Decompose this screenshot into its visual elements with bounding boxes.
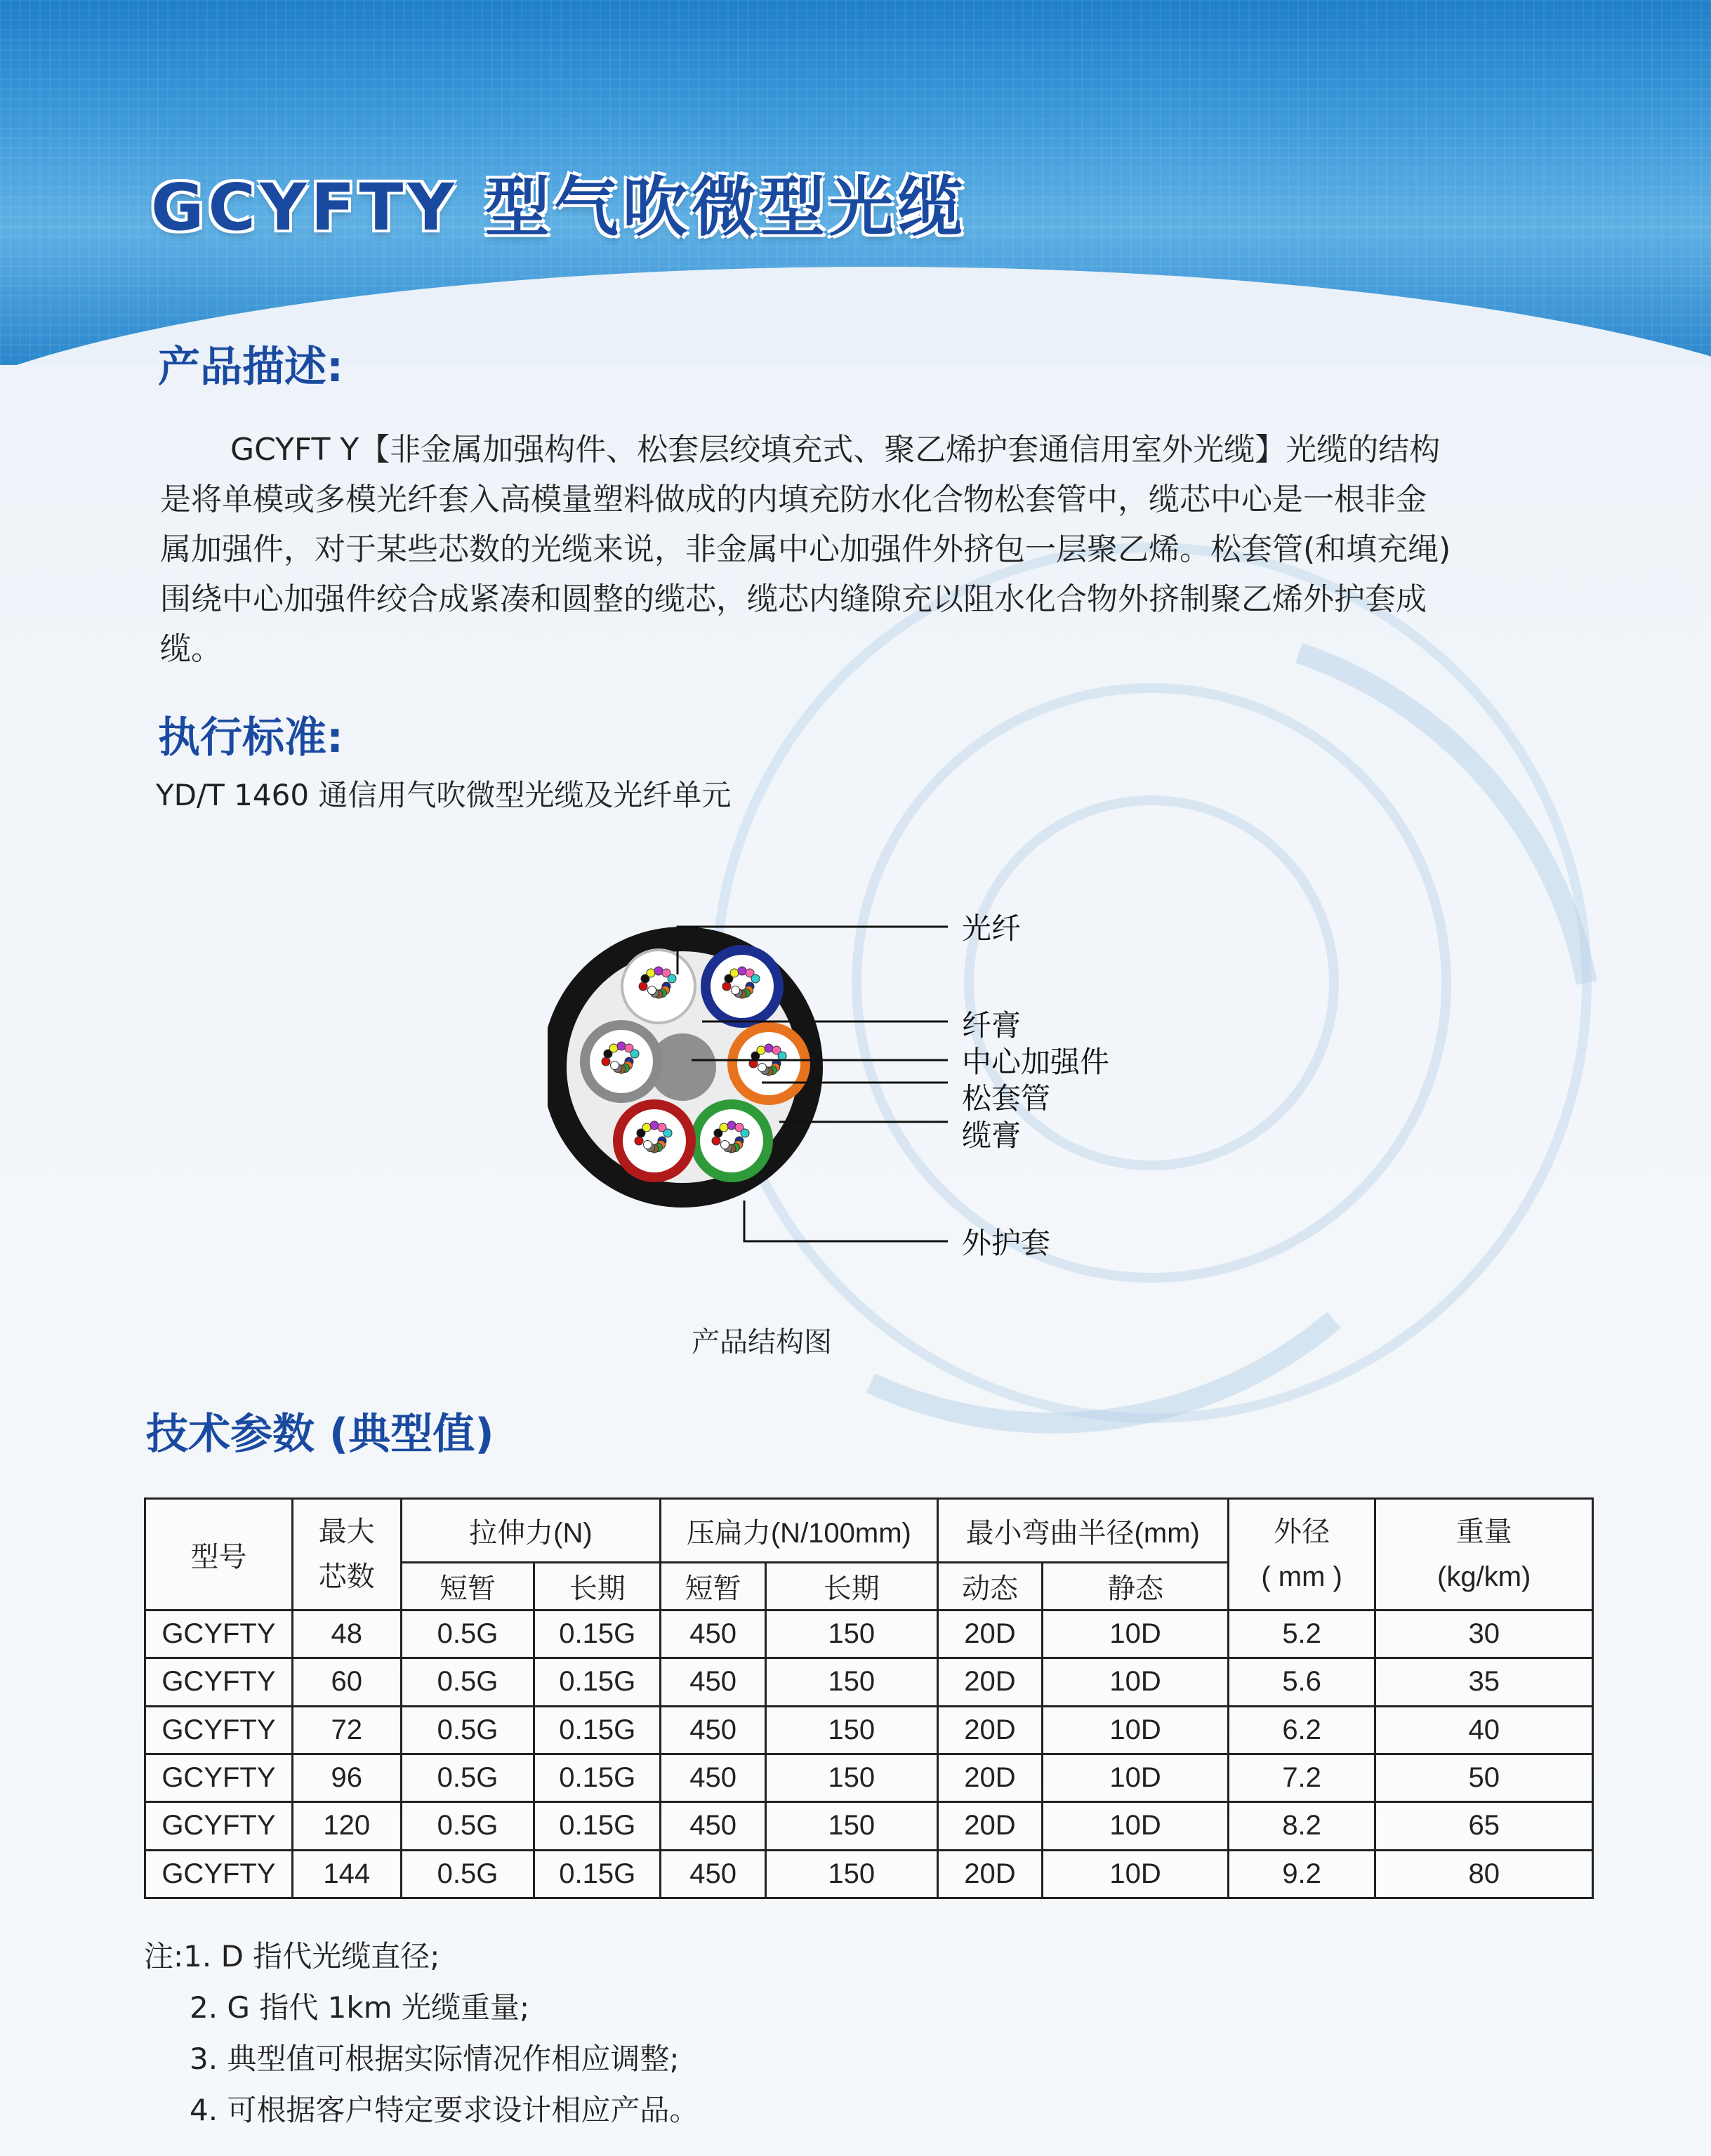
fiber <box>731 986 739 995</box>
loose-tube <box>706 950 779 1023</box>
fiber <box>757 1046 765 1054</box>
table-cell: 5.6 <box>1228 1658 1375 1706</box>
standard-heading: 执行标准: <box>158 713 343 762</box>
table-cell: 50 <box>1375 1754 1593 1801</box>
standard-text: YD/T 1460 通信用气吹微型光缆及光纤单元 <box>156 778 732 812</box>
loose-tube <box>618 1104 691 1177</box>
header-od-unit: ( mm ) <box>1261 1561 1342 1592</box>
table-cell: 65 <box>1375 1802 1593 1850</box>
table-cell: 35 <box>1375 1658 1593 1706</box>
header-weight-unit: (kg/km) <box>1437 1561 1531 1592</box>
loose-tube <box>622 950 695 1023</box>
note-item: 注:1. D 指代光缆直径; <box>144 1939 440 1973</box>
table-cell: GCYFTY <box>145 1754 293 1801</box>
fiber <box>630 1050 639 1058</box>
table-cell: 0.15G <box>534 1706 661 1754</box>
notes <box>144 1931 699 2136</box>
table-cell: 80 <box>1375 1850 1593 1898</box>
table-row <box>145 1754 1593 1801</box>
table-cell: 450 <box>661 1611 766 1658</box>
header-max-cores <box>292 1499 401 1611</box>
label-cable-gel: 缆膏 <box>962 1118 1022 1153</box>
table-cell: 48 <box>292 1611 401 1658</box>
fiber <box>720 1123 728 1132</box>
fiber <box>712 1137 720 1145</box>
table-cell: 10D <box>1043 1658 1228 1706</box>
cable-structure-diagram <box>548 899 1250 1292</box>
table-cell: 150 <box>765 1706 937 1754</box>
table-cell: 6.2 <box>1228 1706 1375 1754</box>
table-row <box>145 1850 1593 1898</box>
table-cell: 8.2 <box>1228 1802 1375 1850</box>
description-line: 围绕中心加强件绞合成紧凑和圆整的缆芯，缆芯内缝隙充以阻水化合物外挤制聚乙烯外护套成 <box>160 581 1427 617</box>
diagram-caption: 产品结构图 <box>692 1326 832 1358</box>
description-line: GCYFT Y【非金属加强构件、松套层绞填充式、聚乙烯护套通信用室外光缆】光缆的结构 <box>230 432 1441 468</box>
table-cell: 150 <box>765 1611 937 1658</box>
label-central-strength-member: 中心加强件 <box>962 1045 1110 1079</box>
fiber <box>647 986 656 995</box>
table-cell: 450 <box>661 1658 766 1706</box>
table-cell: 60 <box>292 1658 401 1706</box>
table-cell: 10D <box>1043 1611 1228 1658</box>
header-outer-diameter <box>1228 1499 1375 1611</box>
table-cell: 20D <box>937 1850 1043 1898</box>
table-row <box>145 1611 1593 1658</box>
table-cell: 120 <box>292 1802 401 1850</box>
fiber <box>765 1044 773 1052</box>
description-body <box>160 425 1592 674</box>
table-cell: 450 <box>661 1802 766 1850</box>
table-cell: 20D <box>937 1802 1043 1850</box>
header-crush-long: 长期 <box>765 1563 937 1611</box>
note-item: 2. G 指代 1km 光缆重量; <box>190 1990 530 2025</box>
table-cell: 0.15G <box>534 1754 661 1801</box>
fiber <box>722 982 731 991</box>
header-tensile-short: 短暂 <box>401 1563 534 1611</box>
table-cell: 0.15G <box>534 1850 661 1898</box>
description-heading: 产品描述: <box>158 343 343 392</box>
table-cell: 10D <box>1043 1850 1228 1898</box>
description-line: 缆。 <box>160 631 222 667</box>
table-cell: 10D <box>1043 1802 1228 1850</box>
fiber <box>720 1141 729 1149</box>
label-fiber: 光纤 <box>962 911 1022 946</box>
table-cell: 0.5G <box>401 1658 534 1706</box>
specs-heading: 技术参数 (典型值) <box>146 1410 494 1459</box>
table-cell: 0.5G <box>401 1611 534 1658</box>
table-cell: 20D <box>937 1611 1043 1658</box>
table-cell: 0.15G <box>534 1802 661 1850</box>
loose-tube <box>732 1027 805 1100</box>
fiber <box>617 1042 626 1050</box>
table-cell: 450 <box>661 1706 766 1754</box>
table-cell: 0.5G <box>401 1850 534 1898</box>
table-cell: 30 <box>1375 1611 1593 1658</box>
table-cell: 7.2 <box>1228 1754 1375 1801</box>
table-cell: 0.5G <box>401 1802 534 1850</box>
table-cell: 72 <box>292 1706 401 1754</box>
table-cell: GCYFTY <box>145 1706 293 1754</box>
fiber <box>730 969 739 977</box>
header-tensile: 拉伸力(N) <box>401 1499 661 1563</box>
table-cell: 0.15G <box>534 1611 661 1658</box>
fiber <box>602 1057 610 1066</box>
description-line: 是将单模或多模光纤套入高模量塑料做成的内填充防水化合物松套管中，缆芯中心是一根非金 <box>160 482 1427 517</box>
table-row <box>145 1706 1593 1754</box>
table-cell: 150 <box>765 1802 937 1850</box>
header-bend-static: 静态 <box>1043 1563 1228 1611</box>
specs-table <box>144 1497 1594 1899</box>
fiber <box>643 1141 652 1149</box>
table-cell: 96 <box>292 1754 401 1801</box>
table-cell: 20D <box>937 1754 1043 1801</box>
fiber <box>639 982 647 991</box>
table-cell: 150 <box>765 1754 937 1801</box>
table-cell: 20D <box>937 1658 1043 1706</box>
fiber <box>741 1129 749 1137</box>
fiber <box>647 969 655 977</box>
table-cell: 0.15G <box>534 1658 661 1706</box>
header-bend-dynamic: 动态 <box>937 1563 1043 1611</box>
header-bend-radius: 最小弯曲半径(mm) <box>937 1499 1228 1563</box>
table-cell: 450 <box>661 1754 766 1801</box>
label-fiber-gel: 纤膏 <box>962 1008 1022 1043</box>
header-weight <box>1375 1499 1593 1611</box>
table-cell: 150 <box>765 1850 937 1898</box>
table-cell: 144 <box>292 1850 401 1898</box>
table-cell: 20D <box>937 1706 1043 1754</box>
table-cell: 450 <box>661 1850 766 1898</box>
label-loose-tube: 松套管 <box>962 1081 1051 1116</box>
cable-cross-section <box>548 899 1250 1292</box>
fiber <box>738 967 746 975</box>
table-cell: 0.5G <box>401 1706 534 1754</box>
header-crush-short: 短暂 <box>661 1563 766 1611</box>
table-cell: GCYFTY <box>145 1802 293 1850</box>
table-cell: 40 <box>1375 1706 1593 1754</box>
loose-tube <box>695 1104 768 1177</box>
fiber <box>663 1129 672 1137</box>
loose-tube <box>585 1025 658 1098</box>
header-max-cores-text: 最大芯数 <box>318 1516 375 1592</box>
fiber <box>650 1121 659 1130</box>
fiber <box>778 1052 786 1060</box>
fiber <box>668 974 676 983</box>
header-tensile-long: 长期 <box>534 1563 661 1611</box>
table-cell: 150 <box>765 1658 937 1706</box>
fiber <box>758 1064 766 1072</box>
description-line: 属加强件，对于某些芯数的光缆来说，非金属中心加强件外挤包一层聚乙烯。松套管(和填充绳) <box>160 531 1451 567</box>
table-cell: GCYFTY <box>145 1611 293 1658</box>
note-item: 3. 典型值可根据实际情况作相应调整; <box>190 2042 680 2076</box>
label-outer-sheath: 外护套 <box>962 1226 1051 1260</box>
table-cell: 10D <box>1043 1754 1228 1801</box>
fiber <box>610 1062 619 1070</box>
table-row <box>145 1658 1593 1706</box>
table-cell: GCYFTY <box>145 1658 293 1706</box>
table-cell: 9.2 <box>1228 1850 1375 1898</box>
table-cell: 10D <box>1043 1706 1228 1754</box>
fiber <box>751 974 760 983</box>
header-model: 型号 <box>145 1499 293 1611</box>
page-title: GCYFTY 型气吹微型光缆 <box>151 170 967 245</box>
header-od-label: 外径 <box>1274 1516 1330 1547</box>
table-cell: GCYFTY <box>145 1850 293 1898</box>
fiber <box>727 1121 736 1130</box>
header-weight-label: 重量 <box>1455 1516 1512 1547</box>
table-cell: 5.2 <box>1228 1611 1375 1658</box>
fiber <box>609 1044 618 1052</box>
note-item: 4. 可根据客户特定要求设计相应产品。 <box>190 2093 699 2127</box>
fiber <box>635 1137 643 1145</box>
fiber <box>654 967 663 975</box>
header-crush: 压扁力(N/100mm) <box>661 1499 937 1563</box>
fiber <box>642 1123 651 1132</box>
table-row <box>145 1802 1593 1850</box>
table-cell: 0.5G <box>401 1754 534 1801</box>
